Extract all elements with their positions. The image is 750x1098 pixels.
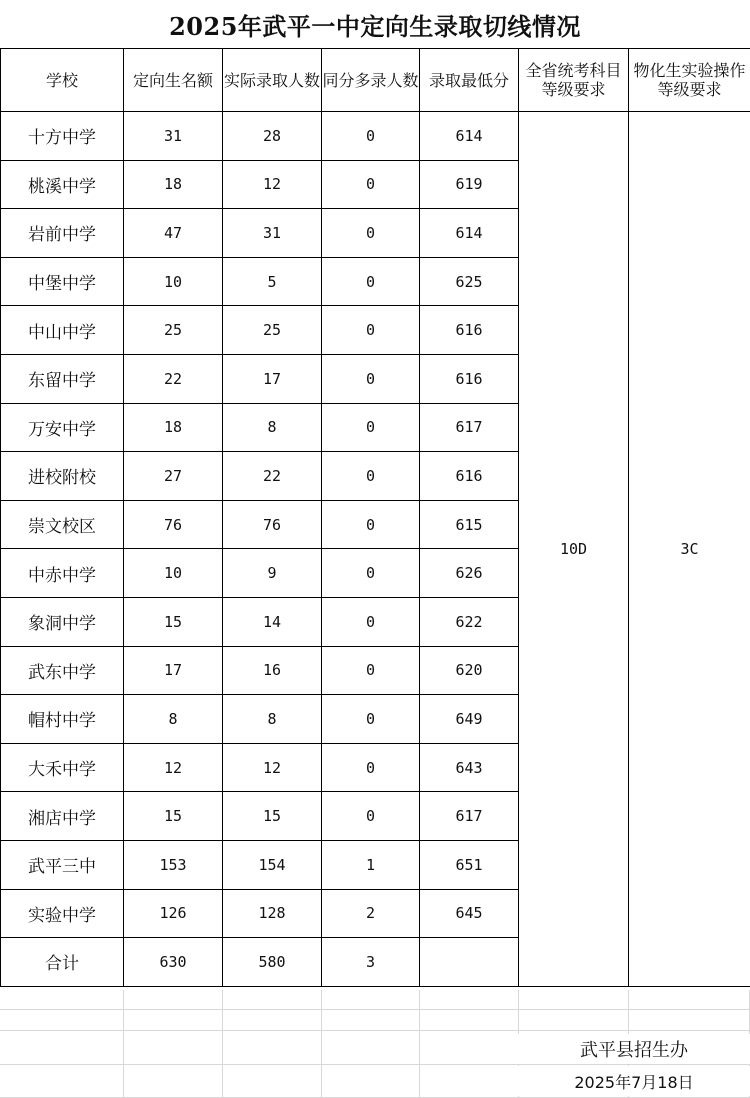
- cell-admitted: 16: [223, 646, 322, 695]
- total-extra: 3: [322, 938, 420, 987]
- cell-school: 万安中学: [1, 403, 124, 452]
- header-min-score: 录取最低分: [420, 49, 519, 112]
- cell-min-score: 620: [420, 646, 519, 695]
- cell-admitted: 5: [223, 257, 322, 306]
- cell-admitted: 76: [223, 500, 322, 549]
- cell-admitted: 12: [223, 160, 322, 209]
- cell-school: 崇文校区: [1, 500, 124, 549]
- cell-school: 十方中学: [1, 112, 124, 161]
- cell-extra: 0: [322, 646, 420, 695]
- header-row: [1, 49, 750, 112]
- cell-quota: 18: [124, 403, 223, 452]
- cell-extra: 0: [322, 695, 420, 744]
- cell-extra: 0: [322, 549, 420, 598]
- cell-quota: 10: [124, 549, 223, 598]
- cell-quota: 27: [124, 452, 223, 501]
- cell-admitted: 9: [223, 549, 322, 598]
- cell-school: 湘店中学: [1, 792, 124, 841]
- cell-admitted: 128: [223, 889, 322, 938]
- cell-min-score: 651: [420, 840, 519, 889]
- cell-extra: 0: [322, 257, 420, 306]
- cell-school: 帽村中学: [1, 695, 124, 744]
- cell-school: 象洞中学: [1, 597, 124, 646]
- cell-quota: 153: [124, 840, 223, 889]
- cell-quota: 17: [124, 646, 223, 695]
- cell-school: 武东中学: [1, 646, 124, 695]
- total-label: 合计: [1, 938, 124, 987]
- cell-min-score: 615: [420, 500, 519, 549]
- cell-lab-level-requirement: 3C: [629, 112, 750, 987]
- header-lab-level: 物化生实验操作等级要求: [629, 49, 750, 112]
- cell-extra: 1: [322, 840, 420, 889]
- cell-quota: 25: [124, 306, 223, 355]
- cell-extra: 0: [322, 112, 420, 161]
- total-admitted: 580: [223, 938, 322, 987]
- cell-admitted: 15: [223, 792, 322, 841]
- cell-quota: 47: [124, 209, 223, 258]
- cell-quota: 76: [124, 500, 223, 549]
- cell-admitted: 14: [223, 597, 322, 646]
- cell-min-score: 649: [420, 695, 519, 744]
- cell-min-score: 643: [420, 743, 519, 792]
- cell-admitted: 12: [223, 743, 322, 792]
- table-body: [1, 112, 750, 987]
- cell-quota: 126: [124, 889, 223, 938]
- cell-admitted: 8: [223, 403, 322, 452]
- cell-extra: 0: [322, 743, 420, 792]
- cell-school: 实验中学: [1, 889, 124, 938]
- cell-min-score: 616: [420, 452, 519, 501]
- cell-extra: 0: [322, 306, 420, 355]
- cell-extra: 0: [322, 452, 420, 501]
- cell-quota: 8: [124, 695, 223, 744]
- issuer-label: 武平县招生办: [518, 1034, 750, 1064]
- cell-admitted: 8: [223, 695, 322, 744]
- cell-admitted: 22: [223, 452, 322, 501]
- cell-extra: 0: [322, 792, 420, 841]
- cell-quota: 22: [124, 354, 223, 403]
- table-row: [1, 112, 750, 161]
- cell-school: 桃溪中学: [1, 160, 124, 209]
- cell-min-score: 616: [420, 306, 519, 355]
- cell-quota: 15: [124, 792, 223, 841]
- cell-quota: 15: [124, 597, 223, 646]
- header-quota: 定向生名额: [124, 49, 223, 112]
- cell-min-score: 616: [420, 354, 519, 403]
- cell-admitted: 28: [223, 112, 322, 161]
- cell-admitted: 25: [223, 306, 322, 355]
- cell-quota: 18: [124, 160, 223, 209]
- cell-school: 武平三中: [1, 840, 124, 889]
- issue-date: 2025年7月18日: [518, 1066, 750, 1096]
- cell-min-score: 622: [420, 597, 519, 646]
- header-extra: 同分多录人数: [322, 49, 420, 112]
- cell-extra: 0: [322, 500, 420, 549]
- cell-school: 岩前中学: [1, 209, 124, 258]
- total-quota: 630: [124, 938, 223, 987]
- page-title: 2025年武平一中定向生录取切线情况: [169, 11, 581, 41]
- cell-school: 中赤中学: [1, 549, 124, 598]
- cell-extra: 0: [322, 160, 420, 209]
- cell-min-score: 617: [420, 403, 519, 452]
- cell-quota: 12: [124, 743, 223, 792]
- cell-exam-level-requirement: 10D: [519, 112, 629, 987]
- cell-min-score: 619: [420, 160, 519, 209]
- header-admitted: 实际录取人数: [223, 49, 322, 112]
- cell-extra: 0: [322, 597, 420, 646]
- cell-school: 中堡中学: [1, 257, 124, 306]
- cell-extra: 0: [322, 209, 420, 258]
- cell-min-score: 625: [420, 257, 519, 306]
- cell-admitted: 154: [223, 840, 322, 889]
- admission-table: [0, 48, 750, 987]
- cell-quota: 31: [124, 112, 223, 161]
- cell-school: 中山中学: [1, 306, 124, 355]
- header-school: 学校: [1, 49, 124, 112]
- cell-school: 进校附校: [1, 452, 124, 501]
- cell-extra: 2: [322, 889, 420, 938]
- cell-admitted: 17: [223, 354, 322, 403]
- cell-quota: 10: [124, 257, 223, 306]
- header-exam-level: 全省统考科目等级要求: [519, 49, 629, 112]
- cell-min-score: 614: [420, 112, 519, 161]
- cell-min-score: 614: [420, 209, 519, 258]
- cell-school: 东留中学: [1, 354, 124, 403]
- cell-extra: 0: [322, 354, 420, 403]
- cell-min-score: 626: [420, 549, 519, 598]
- total-min-score: [420, 938, 519, 987]
- cell-school: 大禾中学: [1, 743, 124, 792]
- cell-min-score: 617: [420, 792, 519, 841]
- cell-admitted: 31: [223, 209, 322, 258]
- cell-extra: 0: [322, 403, 420, 452]
- cell-min-score: 645: [420, 889, 519, 938]
